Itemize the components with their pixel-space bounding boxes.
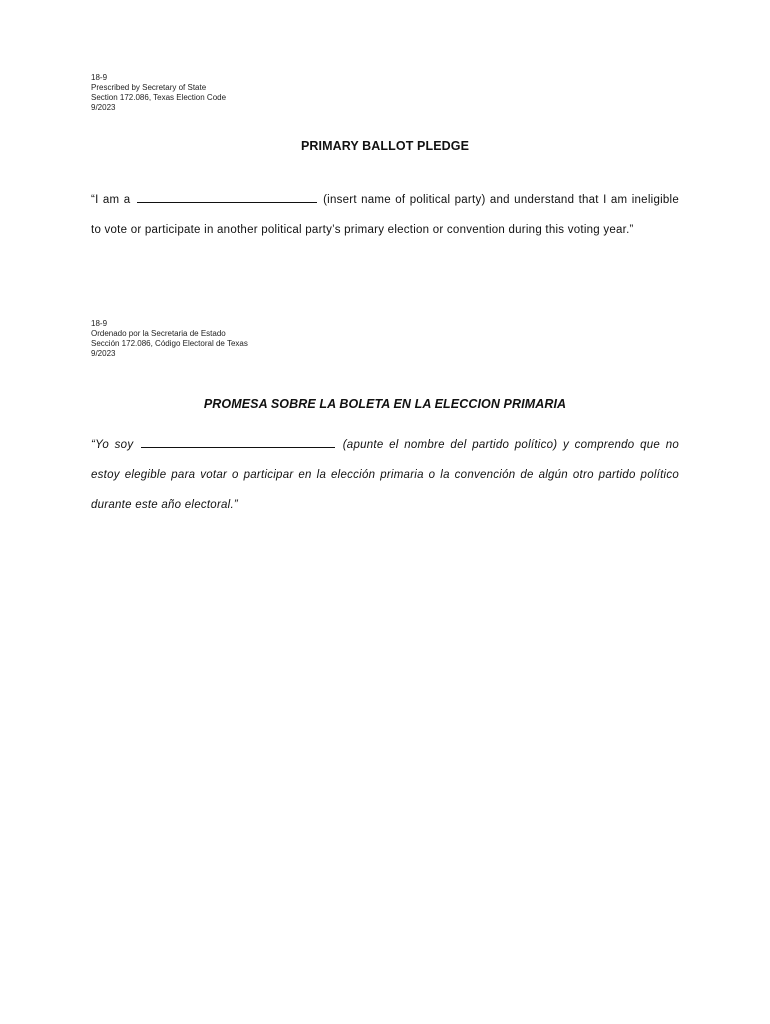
spanish-pledge-start: “Yo soy <box>91 439 134 451</box>
partido-name-blank[interactable] <box>141 437 335 448</box>
form-number: 18-9 <box>91 319 108 328</box>
form-number: 18-9 <box>91 73 108 82</box>
prescribed-by: Prescribed by Secretary of State <box>91 83 207 92</box>
form-date: 9/2023 <box>91 103 116 112</box>
code-section: Sección 172.086, Código Electoral de Texas <box>91 339 248 348</box>
english-pledge-rest: (insert name of political party) and understand that I am ineligible to vote or participate in another political party’s primary election or convention during this voting year.” <box>91 194 679 236</box>
party-name-blank[interactable] <box>137 192 317 203</box>
spanish-pledge-rest: (apunte el nombre del partido político) y comprendo que no estoy elegible para votar o participar en la elección primaria o la convención de algún otro partido político durante este año electoral.” <box>91 439 680 511</box>
spanish-title: PROMESA SOBRE LA BOLETA EN LA ELECCION PRIMARIA <box>203 397 567 411</box>
english-form-header <box>91 73 226 113</box>
english-pledge-start: “I am a <box>91 194 131 206</box>
spanish-pledge <box>91 430 679 520</box>
prescribed-by: Ordenado por la Secretaria de Estado <box>91 329 226 338</box>
english-title: PRIMARY BALLOT PLEDGE <box>300 139 470 153</box>
code-section: Section 172.086, Texas Election Code <box>91 93 227 102</box>
spanish-form-header <box>91 319 248 359</box>
form-date: 9/2023 <box>91 349 116 358</box>
english-pledge <box>91 185 679 245</box>
